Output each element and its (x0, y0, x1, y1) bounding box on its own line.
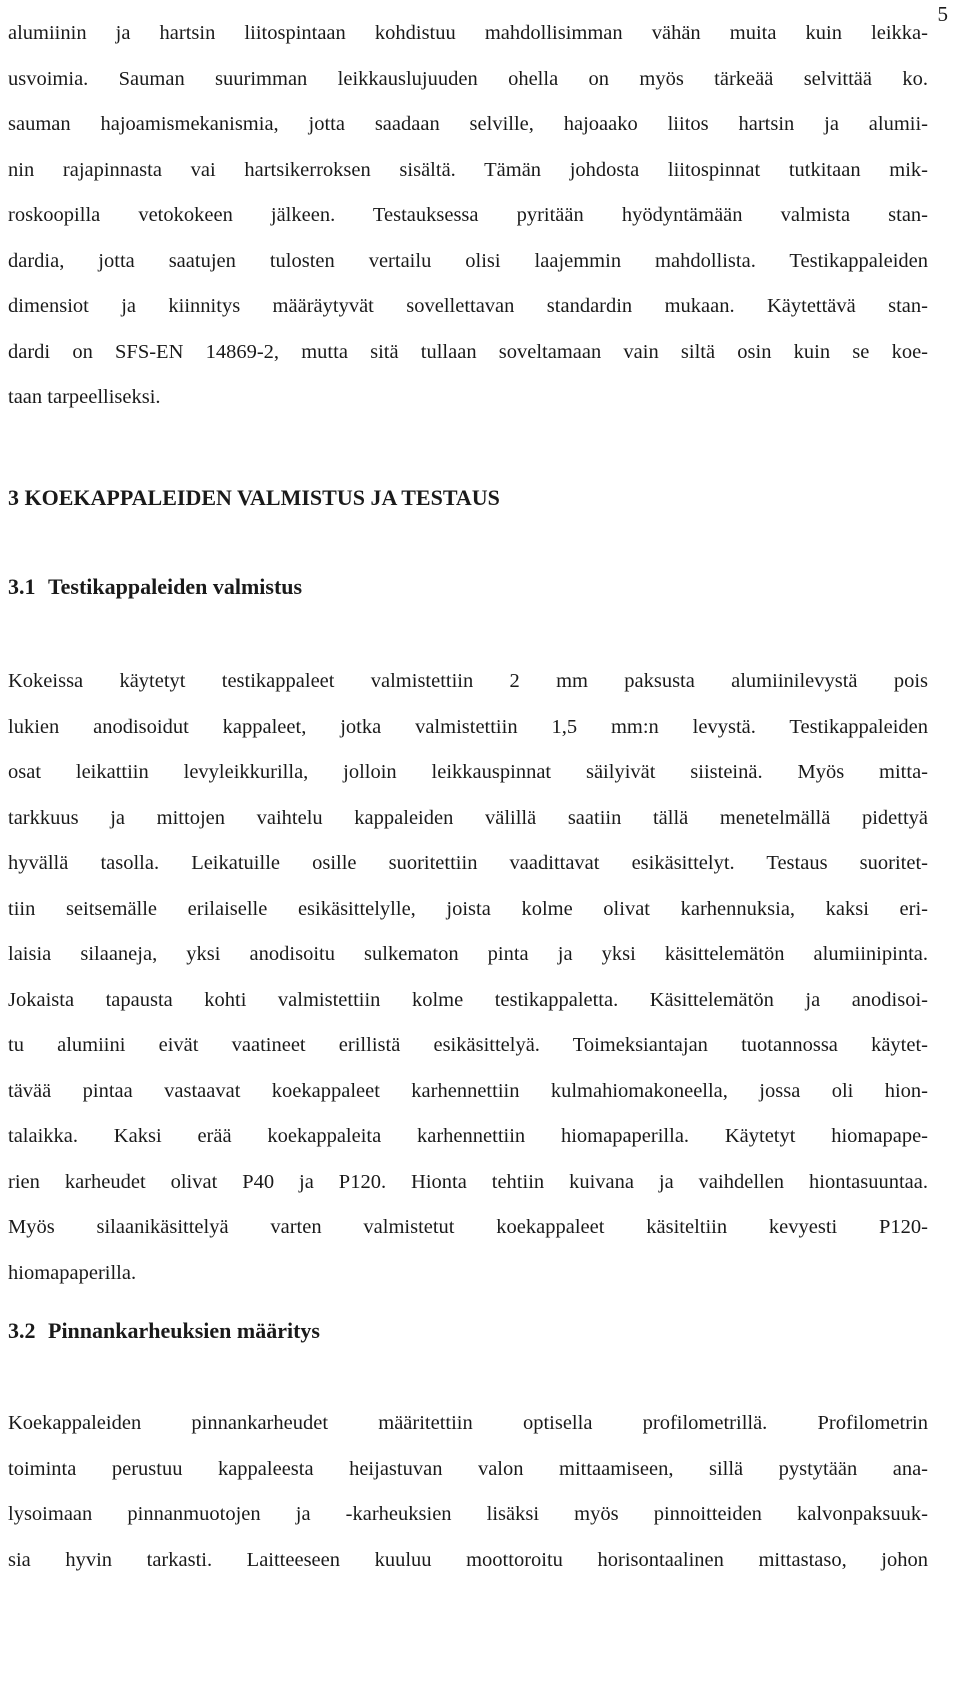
text-line: nin rajapinnasta vai hartsikerroksen sisältä. Tämän johdosta liitospinnat tutkitaan mik- (8, 158, 928, 181)
text-line: rien karheudet olivat P40 ja P120. Hionta tehtiin kuivana ja vaihdellen hiontasuuntaa. (8, 1170, 928, 1193)
text-line: sia hyvin tarkasti. Laitteeseen kuuluu moottoroitu horisontaalinen mittastaso, johon (8, 1548, 928, 1571)
text-line: Jokaista tapausta kohti valmistettiin kolme testikappaletta. Käsittelemätön ja anodisoi- (8, 988, 928, 1011)
text-line: toiminta perustuu kappaleesta heijastuvan valon mittaamiseen, sillä pystytään ana- (8, 1457, 928, 1480)
text-line: tävää pintaa vastaavat koekappaleet karhennettiin kulmahiomakoneella, jossa oli hion- (8, 1079, 928, 1102)
text-line: dardi on SFS-EN 14869-2, mutta sitä tullaan soveltamaan vain siltä osin kuin se koe- (8, 340, 928, 363)
text-line: Kokeissa käytetyt testikappaleet valmistettiin 2 mm paksusta alumiinilevystä pois (8, 670, 928, 692)
section-title: Pinnankarheuksien määritys (48, 1318, 320, 1343)
section-3-2-heading (8, 1317, 928, 1345)
text-line: Koekappaleiden pinnankarheudet määritettiin optisella profilometrillä. Profilometrin (8, 1412, 928, 1434)
text-line: lukien anodisoidut kappaleet, jotka valmistettiin 1,5 mm:n levystä. Testikappaleiden (8, 715, 928, 738)
text-line: hiomapaperilla. (8, 1261, 137, 1284)
section-number: 3.2 (8, 1318, 36, 1343)
text-line: talaikka. Kaksi erää koekappaleita karhennettiin hiomapaperilla. Käytetyt hiomapape- (8, 1125, 928, 1147)
section-number: 3.1 (8, 574, 36, 599)
page-number: 5 (937, 2, 948, 26)
text-line: taan tarpeelliseksi. (8, 386, 161, 408)
section-title: Testikappaleiden valmistus (48, 574, 303, 599)
text-line: Myös silaanikäsittelyä varten valmistetut koekappaleet käsiteltiin kevyesti P120- (8, 1216, 928, 1238)
text-line: usvoimia. Sauman suurimman leikkauslujuuden ohella on myös tärkeää selvittää ko. (8, 67, 928, 90)
text-line: tarkkuus ja mittojen vaihtelu kappaleiden välillä saatiin tällä menetelmällä pidettyä (8, 806, 928, 829)
text-line: laisia silaaneja, yksi anodisoitu sulkematon pinta ja yksi käsittelemätön alumiinipinta. (8, 943, 928, 965)
text-line: roskoopilla vetokokeen jälkeen. Testauksessa pyritään hyödyntämään valmista stan- (8, 204, 928, 226)
section-3-1-heading (8, 573, 928, 601)
text-line: dardia, jotta saatujen tulosten vertailu olisi laajemmin mahdollista. Testikappaleiden (8, 249, 928, 272)
text-line: tu alumiini eivät vaatineet erillistä esikäsittelyä. Toimeksiantajan tuotannossa käytet- (8, 1034, 928, 1056)
text-line: sauman hajoamismekanismia, jotta saadaan selville, hajoaako liitos hartsin ja alumii- (8, 113, 928, 135)
section-3-heading: 3 KOEKAPPALEIDEN VALMISTUS JA TESTAUS (8, 485, 500, 510)
intro-paragraph (8, 11, 928, 421)
text-line: hyvällä tasolla. Leikatuille osille suoritettiin vaadittavat esikäsittelyt. Testaus suoritet- (8, 852, 928, 874)
text-line: lysoimaan pinnanmuotojen ja -karheuksien lisäksi myös pinnoitteiden kalvonpaksuuk- (8, 1503, 928, 1525)
section-3-1-paragraph (8, 659, 928, 1296)
text-line: tiin seitsemälle erilaiselle esikäsittelylle, joista kolme olivat karhennuksia, kaksi eri- (8, 897, 928, 920)
text-line: alumiinin ja hartsin liitospintaan kohdistuu mahdollisimman vähän muita kuin leikka- (8, 22, 928, 44)
section-3-2-paragraph (8, 1401, 928, 1583)
text-line: osat leikattiin levyleikkurilla, jolloin leikkauspinnat säilyivät siisteinä. Myös mitta- (8, 761, 928, 783)
text-line: dimensiot ja kiinnitys määräytyvät sovellettavan standardin mukaan. Käytettävä stan- (8, 295, 928, 317)
